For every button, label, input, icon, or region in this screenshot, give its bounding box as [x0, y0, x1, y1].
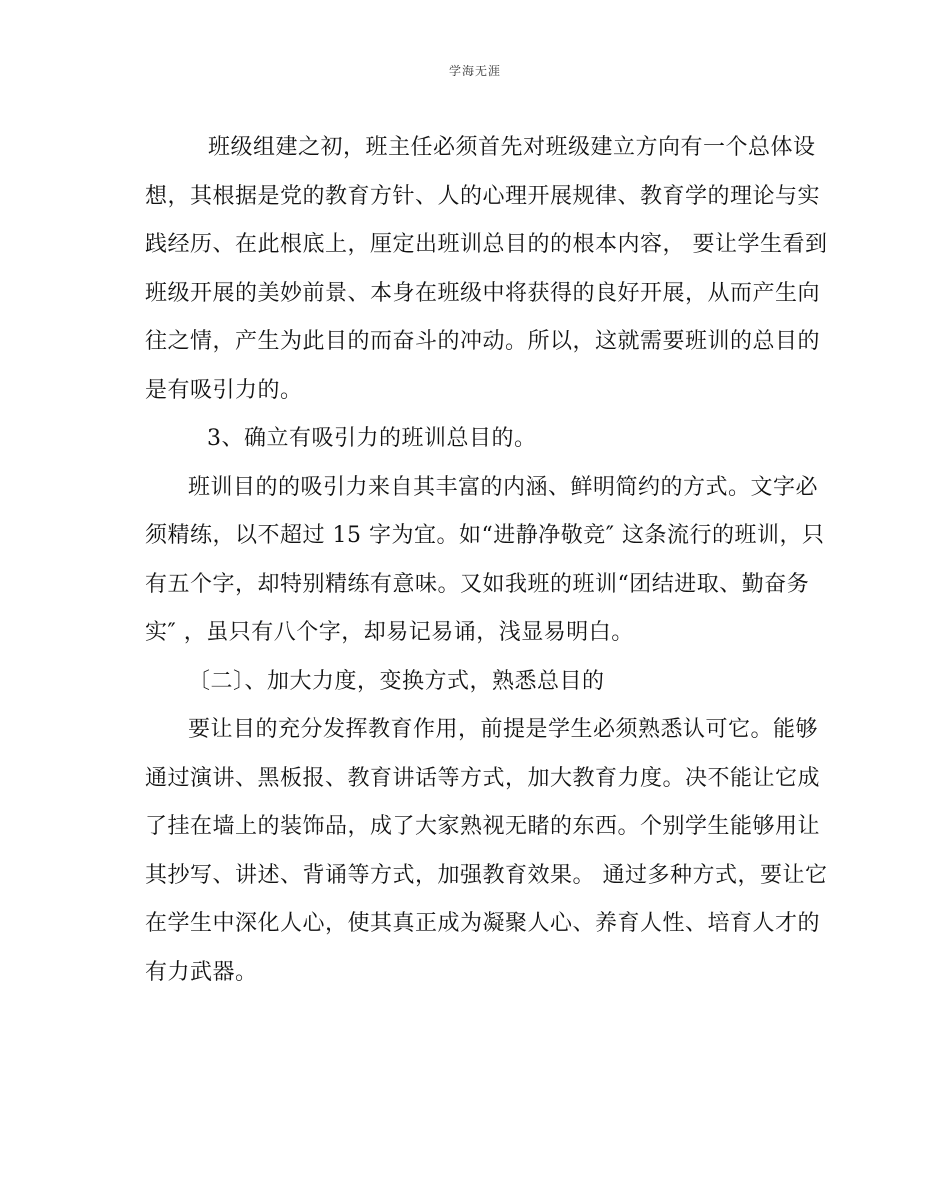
- section-heading: 3、确立有吸引力的班训总目的。: [207, 426, 537, 451]
- page-header: 学海无涯: [448, 64, 501, 78]
- paragraph-line: 班训目的的吸引力来自其丰富的内涵、鲜明简约的方式。文字必: [188, 474, 819, 500]
- paragraph-line: 践经历、在此根底上，厘定出班训总目的的根本内容， 要让学生看到: [145, 232, 828, 257]
- paragraph-line: 有五个字，却特别精练有意味。又如我班的班训“团结进取、勤奋务: [145, 571, 810, 597]
- paragraph-line: 往之情，产生为此目的而奋斗的冲动。所以，这就需要班训的总目的: [145, 329, 821, 354]
- paragraph-line: 有力武器。: [145, 959, 258, 985]
- paragraph-line: 班级开展的美妙前景、本身在班级中将获得的良好开展，从而产生向: [145, 280, 821, 306]
- section-heading: 〔二〕、加大力度，变换方式，熟悉总目的: [188, 668, 605, 694]
- paragraph-line: 其抄写、讲述、背诵等方式，加强教育效果。 通过多种方式，要让它: [145, 862, 828, 888]
- document-body: [145, 124, 828, 997]
- paragraph-line: 想，其根据是党的教育方针、人的心理开展规律、教育学的理论与实: [145, 183, 821, 209]
- paragraph-line: 在学生中深化人心，使其真正成为凝聚人心、养育人性、培育人才的: [145, 911, 821, 936]
- paragraph-line: 要让目的充分发挥教育作用，前提是学生必须熟悉认可它。能够: [188, 717, 819, 742]
- paragraph-line: 通过演讲、黑板报、教育讲话等方式，加大教育力度。决不能让它成: [145, 765, 821, 791]
- paragraph-line: 了挂在墙上的装饰品，成了大家熟视无睹的东西。个别学生能够用让: [145, 814, 821, 839]
- paragraph-line: 班级组建之初，班主任必须首先对班级建立方向有一个总体设: [208, 135, 816, 160]
- paragraph-line: 是有吸引力的。: [145, 377, 303, 403]
- paragraph-line: 实″ ，虽只有八个字，却易记易诵，浅显易明白。: [145, 620, 634, 645]
- paragraph-line: 须精练，以不超过 15 字为宜。如“进静净敬竞″ 这条流行的班训，只: [145, 523, 825, 548]
